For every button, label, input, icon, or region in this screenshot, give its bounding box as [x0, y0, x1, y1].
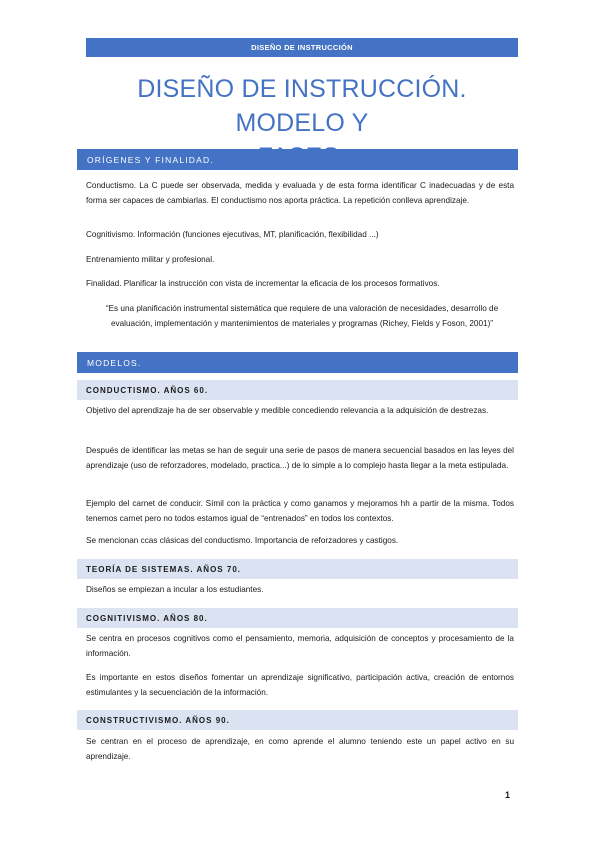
- paragraph-finalidad: Finalidad. Planificar la instrucción con vista de incrementar la eficacia de los procesos formativos.: [86, 279, 440, 288]
- paragraph-constructivismo-1: Se centran en el proceso de aprendizaje, en como aprende el alumno teniendo este un papel activo en su aprendizaje.: [86, 737, 514, 761]
- subheading-conductismo: CONDUCTISMO. AÑOS 60.: [77, 380, 518, 400]
- title-line-1: DISEÑO DE INSTRUCCIÓN. MODELO Y: [137, 75, 467, 137]
- running-header: DISEÑO DE INSTRUCCIÓN: [86, 38, 518, 57]
- paragraph-cognitivismo-1: Se centra en procesos cognitivos como el pensamiento, memoria, adquisición de conceptos y procesamiento de la información.: [86, 634, 514, 658]
- section-heading-origenes: ORÍGENES Y FINALIDAD.: [77, 149, 518, 170]
- paragraph-cognitivismo-origen: Cognitivismo. Información (funciones ejecutivas, MT, planificación, flexibilidad ...): [86, 230, 379, 239]
- paragraph-conductismo-3: Ejemplo del carnet de conducir. Símil con la práctica y como ganamos y mejoramos hh a partir de la misma. Todos tenemos carnet pero no todos estamos igual de “entrenados” en todos los contextos.: [86, 499, 514, 523]
- subheading-cognitivismo: COGNITIVISMO. AÑOS 80.: [77, 608, 518, 628]
- paragraph-sistemas-1: Diseños se empiezan a incular a los estudiantes.: [86, 585, 264, 594]
- paragraph-conductismo-4: Se mencionan ccas clásicas del conductismo. Importancia de reforzadores y castigos.: [86, 536, 399, 545]
- paragraph-conductismo-origen: Conductismo. La C puede ser observada, medida y evaluada y de esta forma identificar C inadecuadas y de esta forma ser capaces de cambiarlas. El conductismo nos aporta práctica. La repetición conlleva aprendizaje.: [86, 181, 514, 205]
- subheading-constructivismo: CONSTRUCTIVISMO. AÑOS 90.: [77, 710, 518, 730]
- paragraph-conductismo-1: Objetivo del aprendizaje ha de ser observable y medible concediendo relevancia a la adquisición de destrezas.: [86, 406, 489, 415]
- paragraph-entrenamiento: Entrenamiento militar y profesional.: [86, 255, 215, 264]
- paragraph-cognitivismo-2: Es importante en estos diseños fomentar un aprendizaje significativo, participación activa, creación de entornos estimulantes y la secuenciación de la información.: [86, 673, 514, 697]
- page-number: 1: [505, 790, 511, 800]
- definition-quote: “Es una planificación instrumental sistemática que requiere de una valoración de necesidades, desarrollo de evaluación, implementación y mantenimientos de materiales y programas (Richey, Fields y Foson, 2001)”: [105, 304, 499, 328]
- section-heading-modelos: MODELOS.: [77, 352, 518, 373]
- paragraph-conductismo-2: Después de identificar las metas se han de seguir una serie de pasos de manera secuencial basados en las leyes del aprendizaje (uso de reforzadores, modelado, practica...) de lo simple a lo complejo hasta llegar a la meta estipulada.: [86, 446, 514, 470]
- subheading-teoria-sistemas: TEORÍA DE SISTEMAS. AÑOS 70.: [77, 559, 518, 579]
